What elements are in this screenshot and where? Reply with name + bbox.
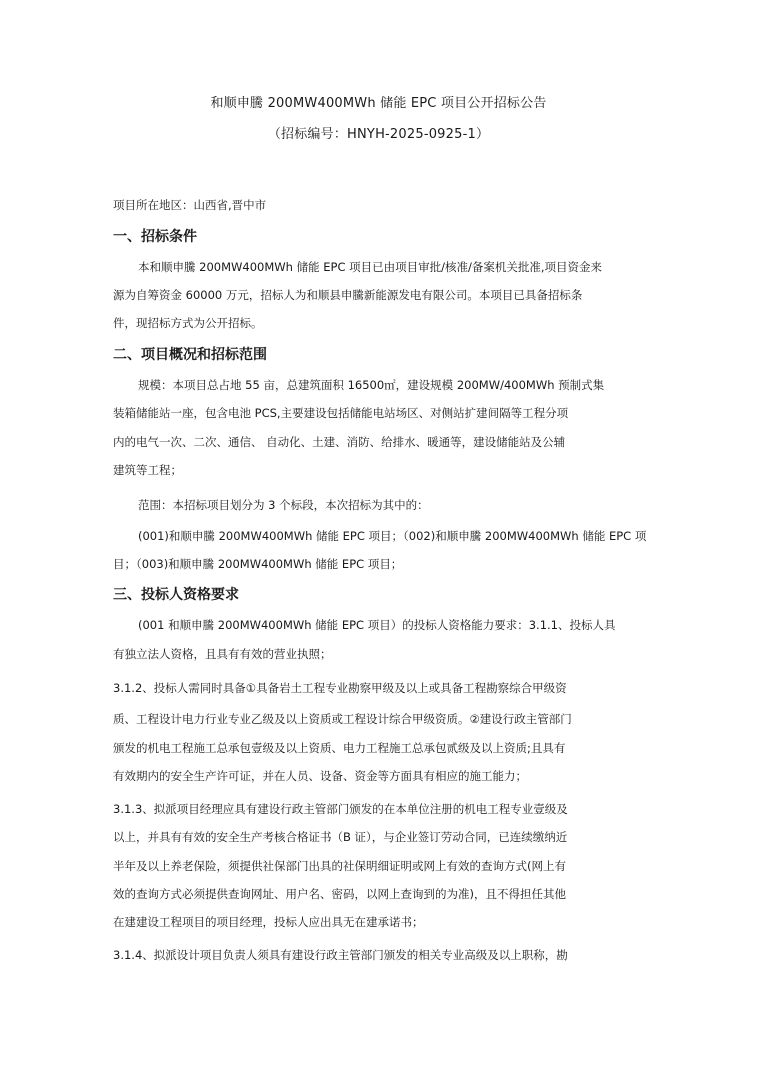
paragraph-line: 质、工程设计电力行业专业乙级及以上资质或工程设计综合甲级资质。②建设行政主管部门 [113, 712, 572, 726]
paragraph-line: 件，现招标方式为公开招标。 [113, 316, 263, 330]
section-heading: 二、项目概况和招标范围 [113, 347, 267, 363]
paragraph-line: 范围：本招标项目划分为 3 个标段，本次招标为其中的： [138, 498, 429, 512]
project-location: 项目所在地区：山西省,晋中市 [113, 198, 267, 212]
section-heading: 一、招标条件 [113, 229, 197, 245]
paragraph-line: 建筑等工程； [113, 463, 182, 477]
section-heading: 三、投标人资格要求 [113, 587, 239, 603]
tender-number: （招标编号：HNYH-2025-0925-1） [267, 127, 490, 142]
paragraph-line: 半年及以上养老保险，须提供社保部门出具的社保明细证明或网上有效的查询方式(网上有 [113, 859, 566, 873]
paragraph-line: 源为自筹资金 60000 万元，招标人为和顺县申騰新能源发电有限公司。本项目已具备招标条 [113, 288, 583, 302]
paragraph-line: 有独立法人资格，且具有有效的营业执照； [113, 647, 332, 661]
paragraph-line: 在建建设工程项目的项目经理，投标人应出具无在建承诺书； [113, 915, 424, 929]
paragraph-line: 3.1.3、拟派项目经理应具有建设行政主管部门颁发的在本单位注册的机电工程专业壹级及 [113, 802, 568, 816]
paragraph-line: (001 和顺申騰 200MW400MWh 储能 EPC 项目）的投标人资格能力要求：3.1.1、投标人具 [138, 618, 616, 632]
paragraph-line: 本和顺申騰 200MW400MWh 储能 EPC 项目已由项目审批/核准/备案机关批准,项目资金来 [138, 260, 603, 274]
paragraph-line: 目；（003)和顺申騰 200MW400MWh 储能 EPC 项目； [113, 557, 403, 571]
paragraph-line: 颁发的机电工程施工总承包壹级及以上资质、电力工程施工总承包贰级及以上资质;且具有 [113, 741, 566, 755]
document-title: 和顺申騰 200MW400MWh 储能 EPC 项目公开招标公告 [210, 96, 547, 111]
paragraph-line: 以上，并具有有效的安全生产考核合格证书（B 证），与企业签订劳动合同，已连续缴纳近 [113, 830, 568, 844]
paragraph-line: 3.1.2、投标人需同时具备①具备岩土工程专业勘察甲级及以上或具备工程勘察综合甲级资 [113, 681, 567, 695]
paragraph-line: 效的查询方式必须提供查询网址、用户名、密码，以网上查询到的为准)，且不得担任其他 [113, 887, 566, 901]
paragraph-line: 有效期内的安全生产许可证，并在人员、设备、资金等方面具有相应的施工能力； [113, 769, 527, 783]
paragraph-line: (001)和顺申騰 200MW400MWh 储能 EPC 项目；（002)和顺申騰 200MW400MWh 储能 EPC 项 [138, 529, 647, 543]
paragraph-line: 3.1.4、拟派设计项目负责人须具有建设行政主管部门颁发的相关专业高级及以上职称，勘 [113, 948, 568, 962]
paragraph-line: 规模：本项目总占地 55 亩，总建筑面积 16500㎡，建设规模 200MW/400MWh 预制式集 [138, 378, 605, 392]
paragraph-line: 内的电气一次、二次、通信、 自动化、土建、消防、给排水、暖通等，建设储能站及公辅 [113, 435, 566, 449]
paragraph-line: 装箱储能站一座，包含电池 PCS,主要建设包括储能电站场区、对侧站扩建间隔等工程分项 [113, 406, 569, 420]
